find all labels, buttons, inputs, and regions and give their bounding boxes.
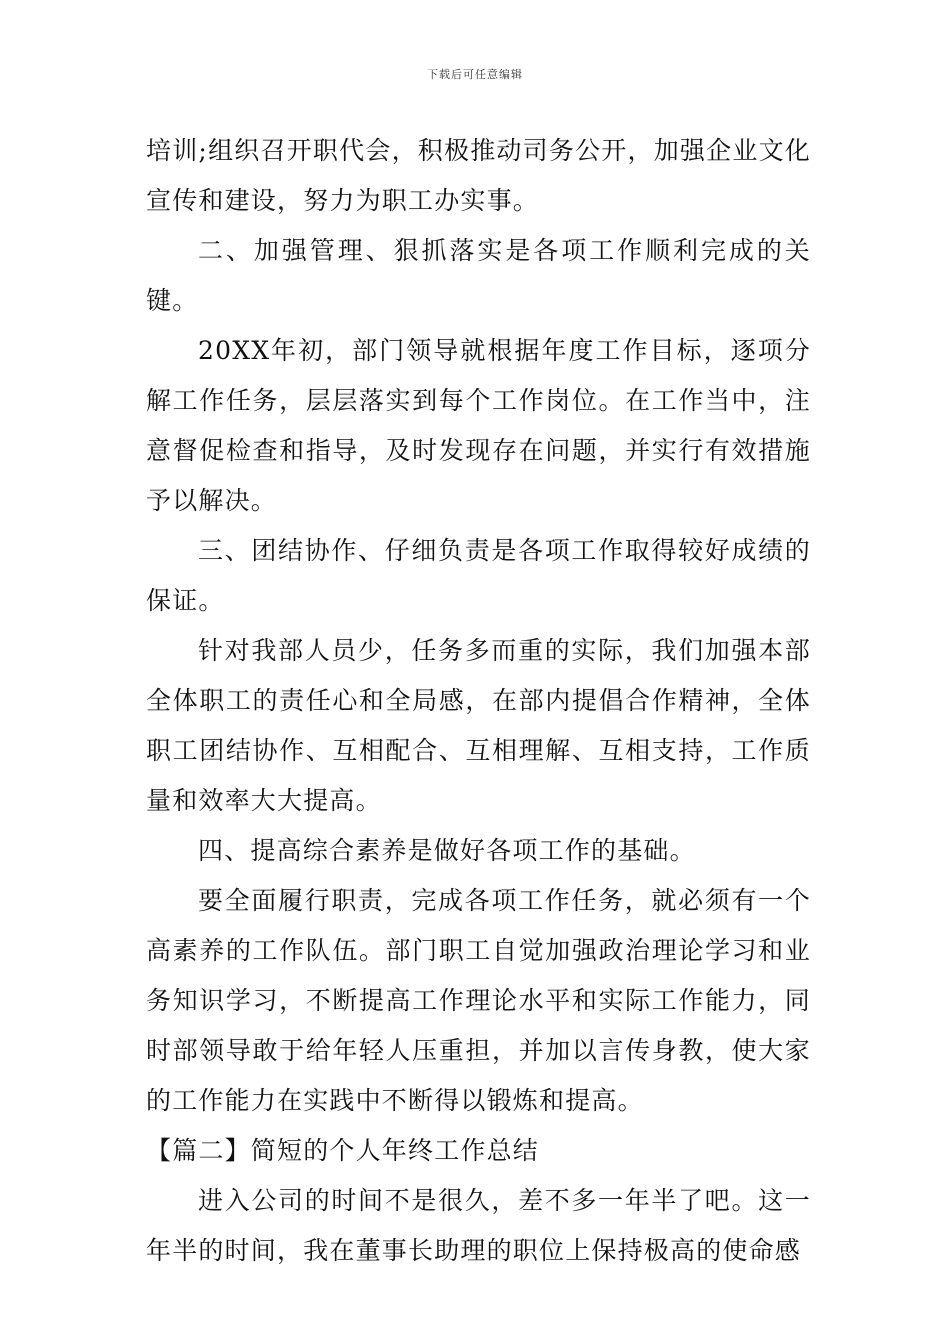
paragraph-2: 20XX年初，部门领导就根据年度工作目标，逐项分解工作任务，层层落实到每个工作岗位。在工作当中，注意督促检查和指导，及时发现存在问题，并实行有效措施予以解决。 — [146, 336, 811, 515]
section-heading-4: 四、提高综合素养是做好各项工作的基础。 — [198, 836, 696, 865]
section-heading-3: 三、团结协作、仔细负责是各项工作取得较好成绩的保证。 — [146, 536, 811, 615]
paragraph-1: 培训;组织召开职代会，积极推动司务公开，加强企业文化宣传和建设，努力为职工办实事。 — [146, 136, 811, 215]
paragraph-3: 针对我部人员少，任务多而重的实际，我们加强本部全体职工的责任心和全局感，在部内提倡合作精神，全体职工团结协作、互相配合、互相理解、互相支持，工作质量和效率大大提高。 — [146, 636, 811, 815]
paragraph-5: 进入公司的时间不是很久，差不多一年半了吧。这一年半的时间，我在董事长助理的职位上保持极高的使命感 — [146, 1186, 811, 1265]
document-body — [146, 126, 811, 1276]
section-heading-2: 二、加强管理、狠抓落实是各项工作顺利完成的关键。 — [146, 236, 811, 315]
article-title: 【篇二】简短的个人年终工作总结 — [146, 1136, 540, 1165]
page-header: 下载后可任意编辑 — [427, 68, 523, 81]
paragraph-4: 要全面履行职责，完成各项工作任务，就必须有一个高素养的工作队伍。部门职工自觉加强政治理论学习和业务知识学习，不断提高工作理论水平和实际工作能力，同时部领导敢于给年轻人压重担，并加以言传身教，使大家的工作能力在实践中不断得以锻炼和提高。 — [146, 886, 811, 1115]
